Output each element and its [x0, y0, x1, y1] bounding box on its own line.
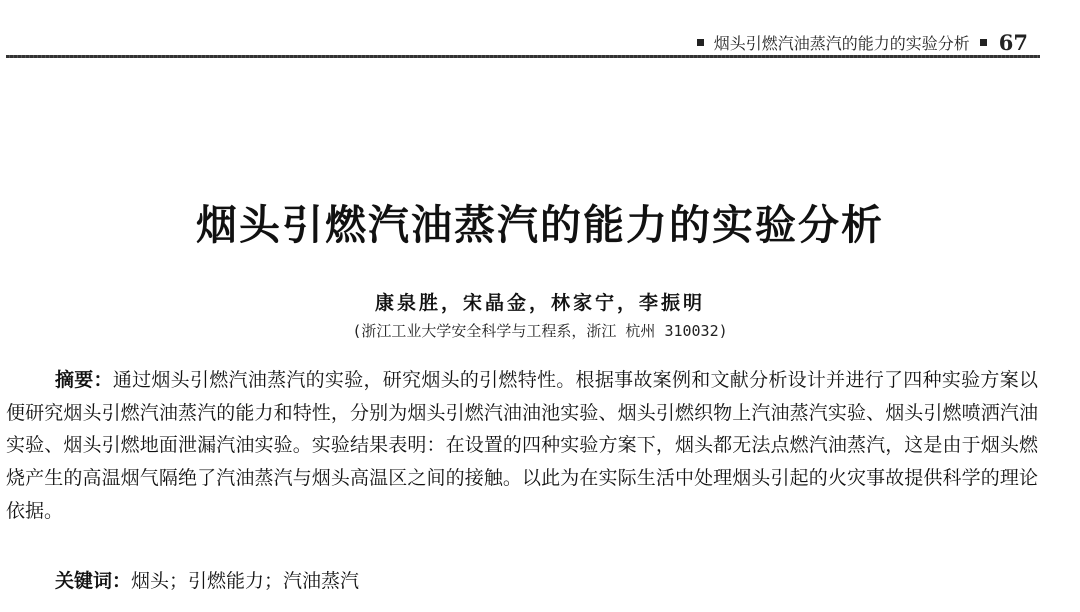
square-bullet-icon	[697, 39, 704, 46]
keywords-text: 烟头；引燃能力；汽油蒸汽	[131, 570, 360, 592]
abstract-label: 摘要：	[55, 369, 113, 391]
abstract	[6, 364, 1038, 528]
authors: 康泉胜，宋晶金，林家宁，李振明	[374, 292, 705, 314]
running-title: 烟头引燃汽油蒸汽的能力的实验分析	[713, 34, 970, 53]
keywords-label: 关键词：	[55, 570, 132, 592]
affiliation: (浙江工业大学安全科学与工程系，浙江 杭州 310032)	[352, 322, 728, 340]
page-number: 67	[998, 30, 1028, 55]
article-title: 烟头引燃汽油蒸汽的能力的实验分析	[196, 201, 884, 249]
running-header	[6, 28, 1040, 58]
header-rule	[6, 55, 1040, 58]
keywords	[55, 566, 359, 593]
header-text	[697, 30, 1028, 55]
abstract-text: 通过烟头引燃汽油蒸汽的实验，研究烟头的引燃特性。根据事故案例和文献分析设计并进行了四种实验方案以便研究烟头引燃汽油蒸汽的能力和特性，分别为烟头引燃汽油油池实验、烟头引燃织物上汽油蒸汽实验、烟头引燃喷洒汽油实验、烟头引燃地面泄漏汽油实验。实验结果表明：在设置的四种实验方案下，烟头都无法点燃汽油蒸汽，这是由于烟头燃烧产生的高温烟气隔绝了汽油蒸汽与烟头高温区之间的接触。以此为在实际生活中处理烟头引起的火灾事故提供科学的理论依据。	[6, 369, 1038, 522]
square-bullet-icon	[980, 39, 987, 46]
